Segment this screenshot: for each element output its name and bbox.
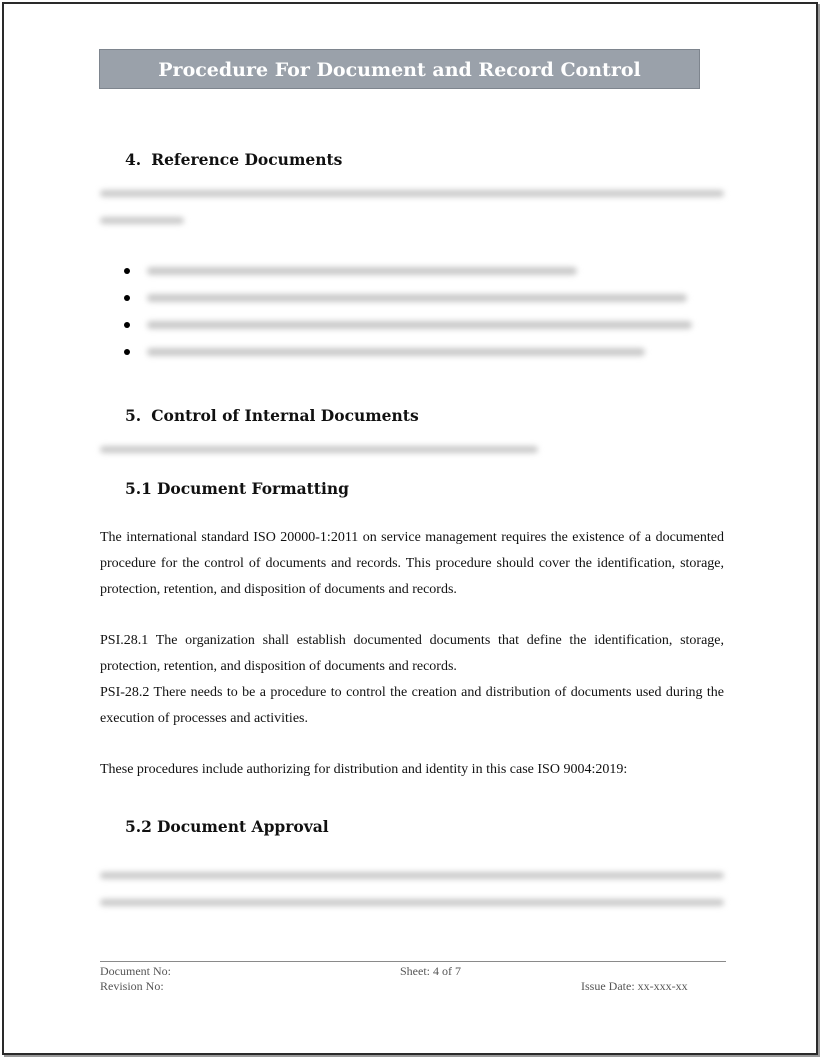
bullet-icon bbox=[124, 349, 130, 355]
section-number: 4. bbox=[125, 150, 142, 169]
section-heading-document-approval bbox=[125, 817, 329, 836]
blurred-text-line bbox=[100, 217, 184, 224]
section-heading-reference-documents bbox=[125, 150, 342, 169]
bullet-icon bbox=[124, 295, 130, 301]
section-heading-control-internal-documents bbox=[125, 406, 419, 425]
blurred-text-line bbox=[100, 446, 538, 453]
paragraph-psi-28-1: PSI.28.1 The organization shall establish documented documents that define the identification, storage, protection, retention, and disposition of documents and records. bbox=[100, 633, 724, 674]
section-title: Document Approval bbox=[156, 817, 329, 836]
blurred-text-line bbox=[100, 899, 724, 906]
footer-issue-date: Issue Date: xx-xxx-xx bbox=[581, 979, 688, 993]
section-number: 5. bbox=[125, 406, 142, 425]
blurred-text-line bbox=[147, 321, 692, 329]
paragraph-formatting-intro: The international standard ISO 20000-1:2011 on service management requires the existence of a documented procedure for the control of documents and records. This procedure should cover the identification, storage, protection, retention, and disposition of documents and records. bbox=[100, 530, 724, 597]
footer-sheet-number: Sheet: 4 of 7 bbox=[400, 964, 461, 978]
footer-divider bbox=[100, 961, 726, 962]
blurred-text-line bbox=[147, 294, 687, 302]
paragraph-psi-28-2: PSI-28.2 There needs to be a procedure to control the creation and distribution of documents used during the execution of processes and activities. bbox=[100, 685, 724, 726]
footer-revision-no: Revision No: bbox=[100, 979, 164, 993]
footer-document-no: Document No: bbox=[100, 964, 171, 978]
bullet-icon bbox=[124, 268, 130, 274]
blurred-text-line bbox=[147, 267, 577, 275]
blurred-text-line bbox=[100, 190, 724, 197]
section-heading-document-formatting bbox=[125, 479, 349, 498]
section-title: Document Formatting bbox=[156, 479, 349, 498]
paragraph-procedures-include: These procedures include authorizing for distribution and identity in this case ISO 9004:2019: bbox=[100, 762, 628, 777]
blurred-text-line bbox=[100, 872, 724, 879]
section-title: Control of Internal Documents bbox=[151, 406, 419, 425]
bullet-icon bbox=[124, 322, 130, 328]
blurred-text-line bbox=[147, 348, 645, 356]
document-title: Procedure For Document and Record Control bbox=[99, 49, 700, 89]
section-number: 5.1 bbox=[125, 479, 152, 498]
section-number: 5.2 bbox=[125, 817, 152, 836]
section-title: Reference Documents bbox=[151, 150, 343, 169]
